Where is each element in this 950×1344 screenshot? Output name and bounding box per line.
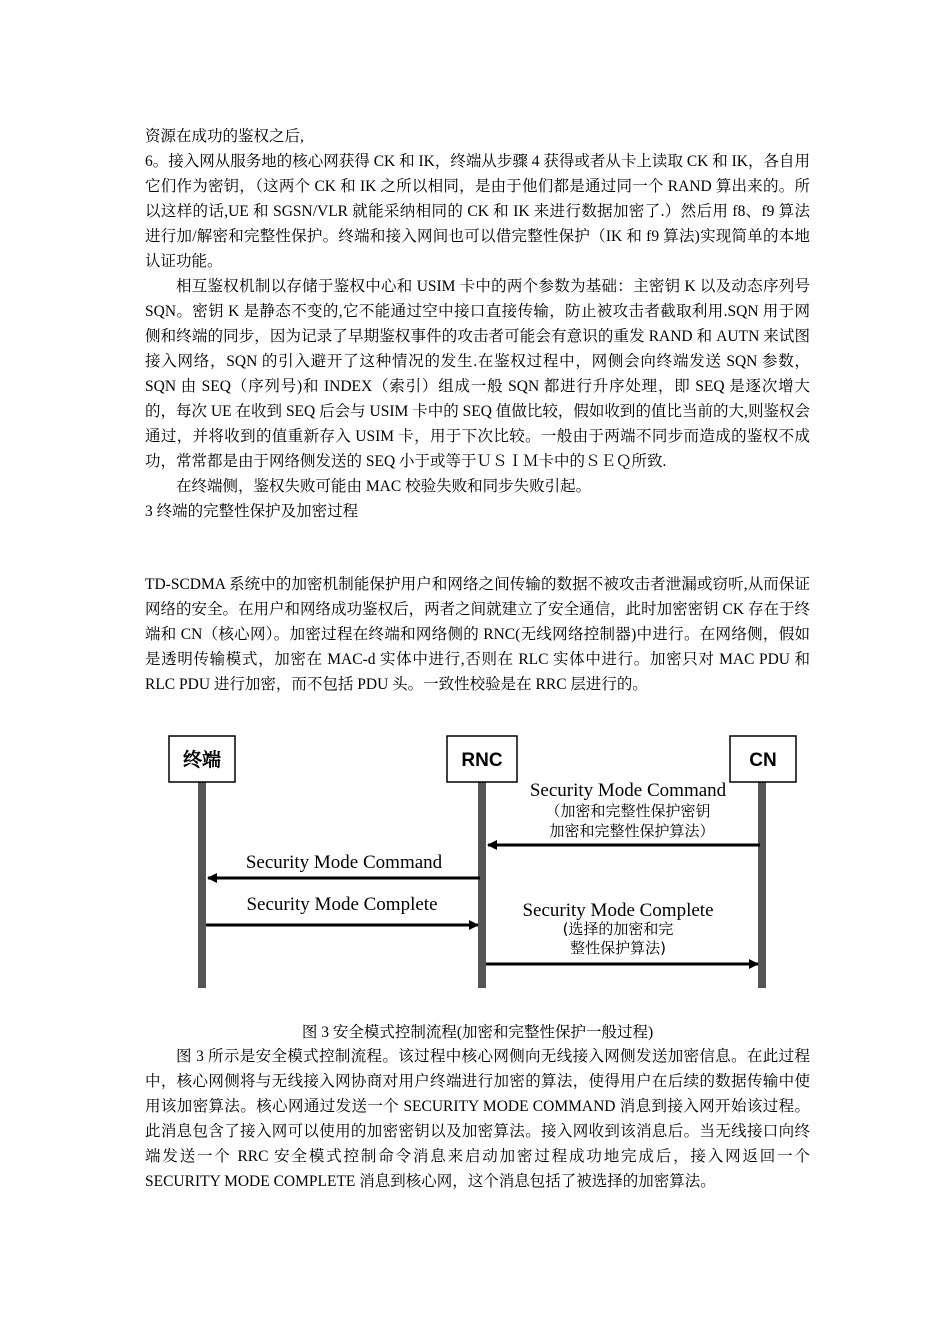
message-4-label: Security Mode Complete — [522, 900, 714, 921]
message-1-label: Security Mode Command — [529, 780, 727, 801]
message-3-label: Security Mode Complete — [246, 894, 438, 915]
rnc-lifeline — [478, 782, 486, 988]
text-section-bottom — [145, 1044, 810, 1194]
rnc-node-label: RNC — [461, 750, 503, 771]
message-4-sub2: 整性保护算法) — [570, 939, 666, 957]
cn-node-label: CN — [749, 750, 777, 771]
message-2-label: Security Mode Command — [245, 852, 443, 873]
message-1-sub1: （加密和完整性保护密钥 — [545, 802, 711, 820]
cn-lifeline — [758, 782, 766, 988]
figure-caption: 图 3 安全模式控制流程(加密和完整性保护一般过程) — [301, 1024, 654, 1041]
rnc-node — [447, 736, 517, 782]
message-1-sub2: 加密和完整性保护算法） — [549, 822, 715, 840]
paragraph: TD-SCDMA 系统中的加密机制能保护用户和网络之间传输的数据不被攻击者泄漏或窃听,从而保证网络的安全。在用户和网络成功鉴权后，两者之间就建立了安全通信，此时加密密钥 CK 存在于终端和 CN（核心网）。加密过程在终端和网络侧的 RNC(无线网络控制器)中进行。在网络侧，假如是透明传输模式，加密在 MAC-d 实体中进行,否则在 RLC 实体中进行。加密只对 MAC PDU 和 RLC PDU 进行加密，而不包括 PDU 头。一致性校验是在 RRC 层进行的。 — [145, 576, 810, 693]
paragraph: 资源在成功的鉴权之后, — [145, 128, 304, 145]
terminal-node — [169, 736, 235, 782]
message-4-sub1: (选择的加密和完 — [562, 920, 674, 938]
terminal-node-label: 终端 — [182, 750, 222, 771]
terminal-lifeline — [198, 782, 206, 988]
cn-node — [730, 736, 796, 782]
paragraph: 6。接入网从服务地的核心网获得 CK 和 IK，终端从步骤 4 获得或者从卡上读取 CK 和 IK，各自用它们作为密钥，（这两个 CK 和 IK 之所以相同，是由于他们都是通过同一个 RAND 算出来的。所以这样的话,UE 和 SGSN/VLR 就能采纳相同的 CK 和 IK 来进行数据加密了.）然后用 f8、f9 算法进行加/解密和完整性保护。终端和接入网间也可以借完整性保护（IK 和 f9 算法)实现简单的本地认证功能。 — [145, 153, 810, 270]
security-mode-diagram — [160, 728, 800, 1000]
paragraph: 在终端侧，鉴权失败可能由 MAC 校验失败和同步失败引起。 — [176, 478, 592, 495]
paragraph: 图 3 所示是安全模式控制流程。该过程中核心网侧向无线接入网侧发送加密信息。在此过程中，核心网侧将与无线接入网协商对用户终端进行加密的算法，使得用户在后续的数据传输中使用该加密算法。核心网通过发送一个 SECURITY MODE COMMAND 消息到接入网开始该过程。此消息包含了接入网可以使用的加密密钥以及加密算法。接入网收到该消息后。当无线接口向终端发送一个 RRC 安全模式控制命令消息来启动加密过程成功地完成后，接入网返回一个 SECURITY MODE COMPLETE 消息到核心网，这个消息包括了被选择的加密算法。 — [145, 1048, 810, 1190]
paragraph: 相互鉴权机制以存储于鉴权中心和 USIM 卡中的两个参数为基础：主密钥 K 以及动态序列号 SQN。密钥 K 是静态不变的,它不能通过空中接口直接传输，防止被攻击者截取利用.SQN 用于网侧和终端的同步，因为记录了早期鉴权事件的攻击者可能会有意识的重发 RAND 和 AUTN 来试图接入网络，SQN 的引入避开了这种情况的发生.在鉴权过程中，网侧会向终端发送 SQN 参数，SQN 由 SEQ（序列号)和 INDEX（索引）组成一般 SQN 都进行升序处理，即 SEQ 是逐次增大的，每次 UE 在收到 SEQ 后会与 USIM 卡中的 SEQ 值做比较，假如收到的值比当前的大,则鉴权会通过，并将收到的值重新存入 USIM 卡，用于下次比较。一般由于两端不同步而造成的鉴权不成功，常常都是由于网络侧发送的 SEQ 小于或等于ＵＳＩＭ卡中的ＳＥＱ所致. — [145, 278, 810, 470]
section-heading: 3 终端的完整性保护及加密过程 — [145, 503, 359, 520]
text-section-top — [145, 124, 810, 524]
text-section-mid — [145, 572, 810, 697]
